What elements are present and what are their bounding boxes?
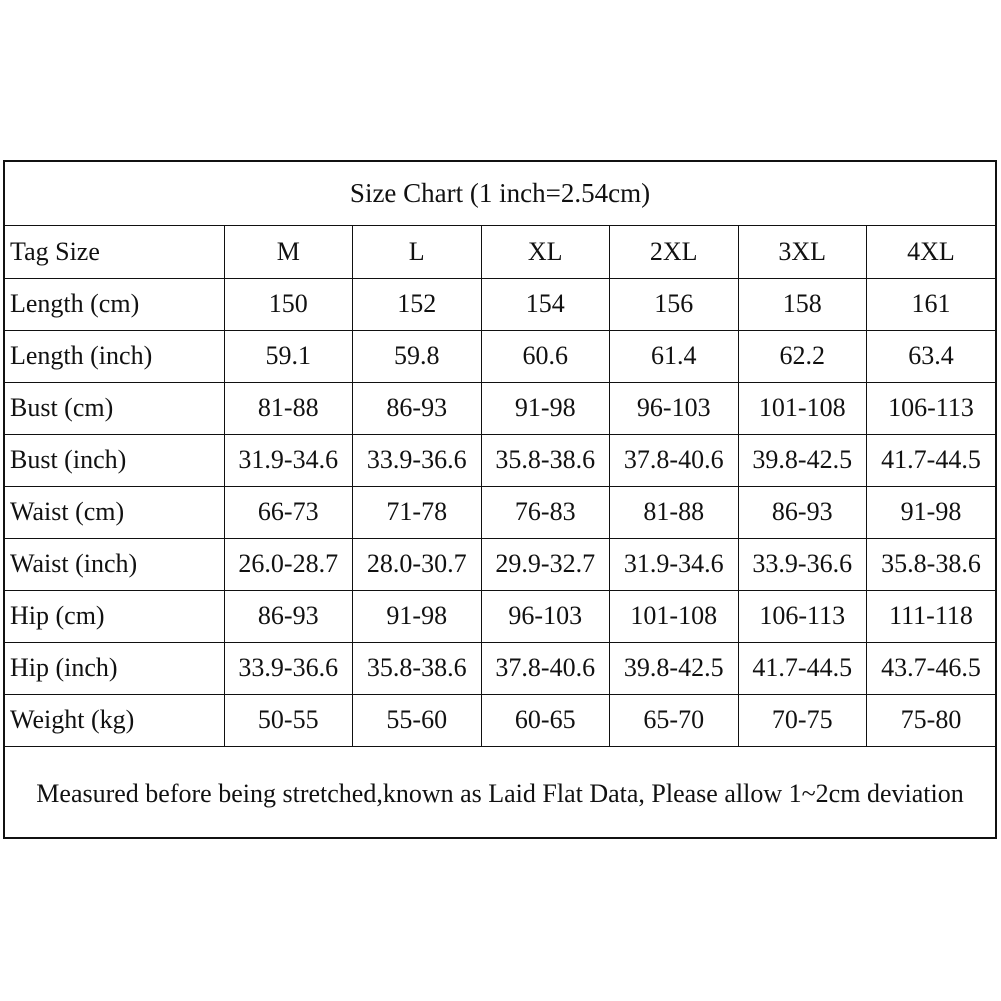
table-cell: 55-60	[353, 694, 482, 746]
table-cell: 152	[353, 278, 482, 330]
size-chart	[3, 160, 997, 839]
table-cell: 150	[224, 278, 353, 330]
row-label: Length (cm)	[5, 278, 224, 330]
table-cell: 31.9-34.6	[610, 538, 739, 590]
table-cell: 158	[738, 278, 867, 330]
table-cell: 86-93	[224, 590, 353, 642]
table-cell: 86-93	[353, 382, 482, 434]
row-label: Waist (cm)	[5, 486, 224, 538]
table-cell: 96-103	[481, 590, 610, 642]
size-header: XL	[481, 226, 610, 278]
table-cell: 111-118	[867, 590, 996, 642]
table-cell: 156	[610, 278, 739, 330]
table-cell: 59.8	[353, 330, 482, 382]
table-cell: 59.1	[224, 330, 353, 382]
table-cell: 39.8-42.5	[738, 434, 867, 486]
table-cell: 86-93	[738, 486, 867, 538]
table-cell: 35.8-38.6	[353, 642, 482, 694]
table-cell: 101-108	[610, 590, 739, 642]
table-cell: 75-80	[867, 694, 996, 746]
table-cell: 33.9-36.6	[353, 434, 482, 486]
table-cell: 71-78	[353, 486, 482, 538]
size-header: L	[353, 226, 482, 278]
measurement-note: Measured before being stretched,known as Laid Flat Data, Please allow 1~2cm deviation	[36, 779, 964, 808]
size-header: 3XL	[738, 226, 867, 278]
row-label: Hip (inch)	[5, 642, 224, 694]
table-cell: 81-88	[224, 382, 353, 434]
table-cell: 33.9-36.6	[224, 642, 353, 694]
chart-title: Size Chart (1 inch=2.54cm)	[5, 162, 995, 226]
table-row	[5, 486, 995, 538]
table-row	[5, 642, 995, 694]
table-cell: 70-75	[738, 694, 867, 746]
table-cell: 106-113	[738, 590, 867, 642]
row-label: Weight (kg)	[5, 694, 224, 746]
table-row	[5, 590, 995, 642]
table-cell: 29.9-32.7	[481, 538, 610, 590]
header-label: Tag Size	[5, 226, 224, 278]
table-row	[5, 278, 995, 330]
table-cell: 60.6	[481, 330, 610, 382]
table-cell: 63.4	[867, 330, 996, 382]
table-cell: 39.8-42.5	[610, 642, 739, 694]
row-label: Waist (inch)	[5, 538, 224, 590]
row-label: Bust (cm)	[5, 382, 224, 434]
table-cell: 91-98	[481, 382, 610, 434]
table-cell: 101-108	[738, 382, 867, 434]
size-table	[5, 226, 995, 747]
table-cell: 28.0-30.7	[353, 538, 482, 590]
table-row	[5, 330, 995, 382]
size-header: 2XL	[610, 226, 739, 278]
table-row	[5, 434, 995, 486]
table-cell: 106-113	[867, 382, 996, 434]
table-row	[5, 382, 995, 434]
table-row	[5, 694, 995, 746]
size-header: 4XL	[867, 226, 996, 278]
table-cell: 37.8-40.6	[610, 434, 739, 486]
table-cell: 41.7-44.5	[867, 434, 996, 486]
table-cell: 61.4	[610, 330, 739, 382]
table-cell: 50-55	[224, 694, 353, 746]
table-cell: 43.7-46.5	[867, 642, 996, 694]
table-cell: 60-65	[481, 694, 610, 746]
table-cell: 33.9-36.6	[738, 538, 867, 590]
table-cell: 35.8-38.6	[481, 434, 610, 486]
table-cell: 91-98	[867, 486, 996, 538]
size-header: M	[224, 226, 353, 278]
size-table-body	[5, 226, 995, 746]
table-cell: 41.7-44.5	[738, 642, 867, 694]
table-cell: 91-98	[353, 590, 482, 642]
table-cell: 81-88	[610, 486, 739, 538]
table-cell: 35.8-38.6	[867, 538, 996, 590]
table-cell: 62.2	[738, 330, 867, 382]
table-cell: 31.9-34.6	[224, 434, 353, 486]
row-label: Bust (inch)	[5, 434, 224, 486]
table-cell: 96-103	[610, 382, 739, 434]
table-cell: 66-73	[224, 486, 353, 538]
table-cell: 76-83	[481, 486, 610, 538]
row-label: Hip (cm)	[5, 590, 224, 642]
row-label: Length (inch)	[5, 330, 224, 382]
table-cell: 154	[481, 278, 610, 330]
header-row	[5, 226, 995, 278]
table-cell: 26.0-28.7	[224, 538, 353, 590]
table-cell: 37.8-40.6	[481, 642, 610, 694]
table-cell: 161	[867, 278, 996, 330]
table-row	[5, 538, 995, 590]
table-cell: 65-70	[610, 694, 739, 746]
